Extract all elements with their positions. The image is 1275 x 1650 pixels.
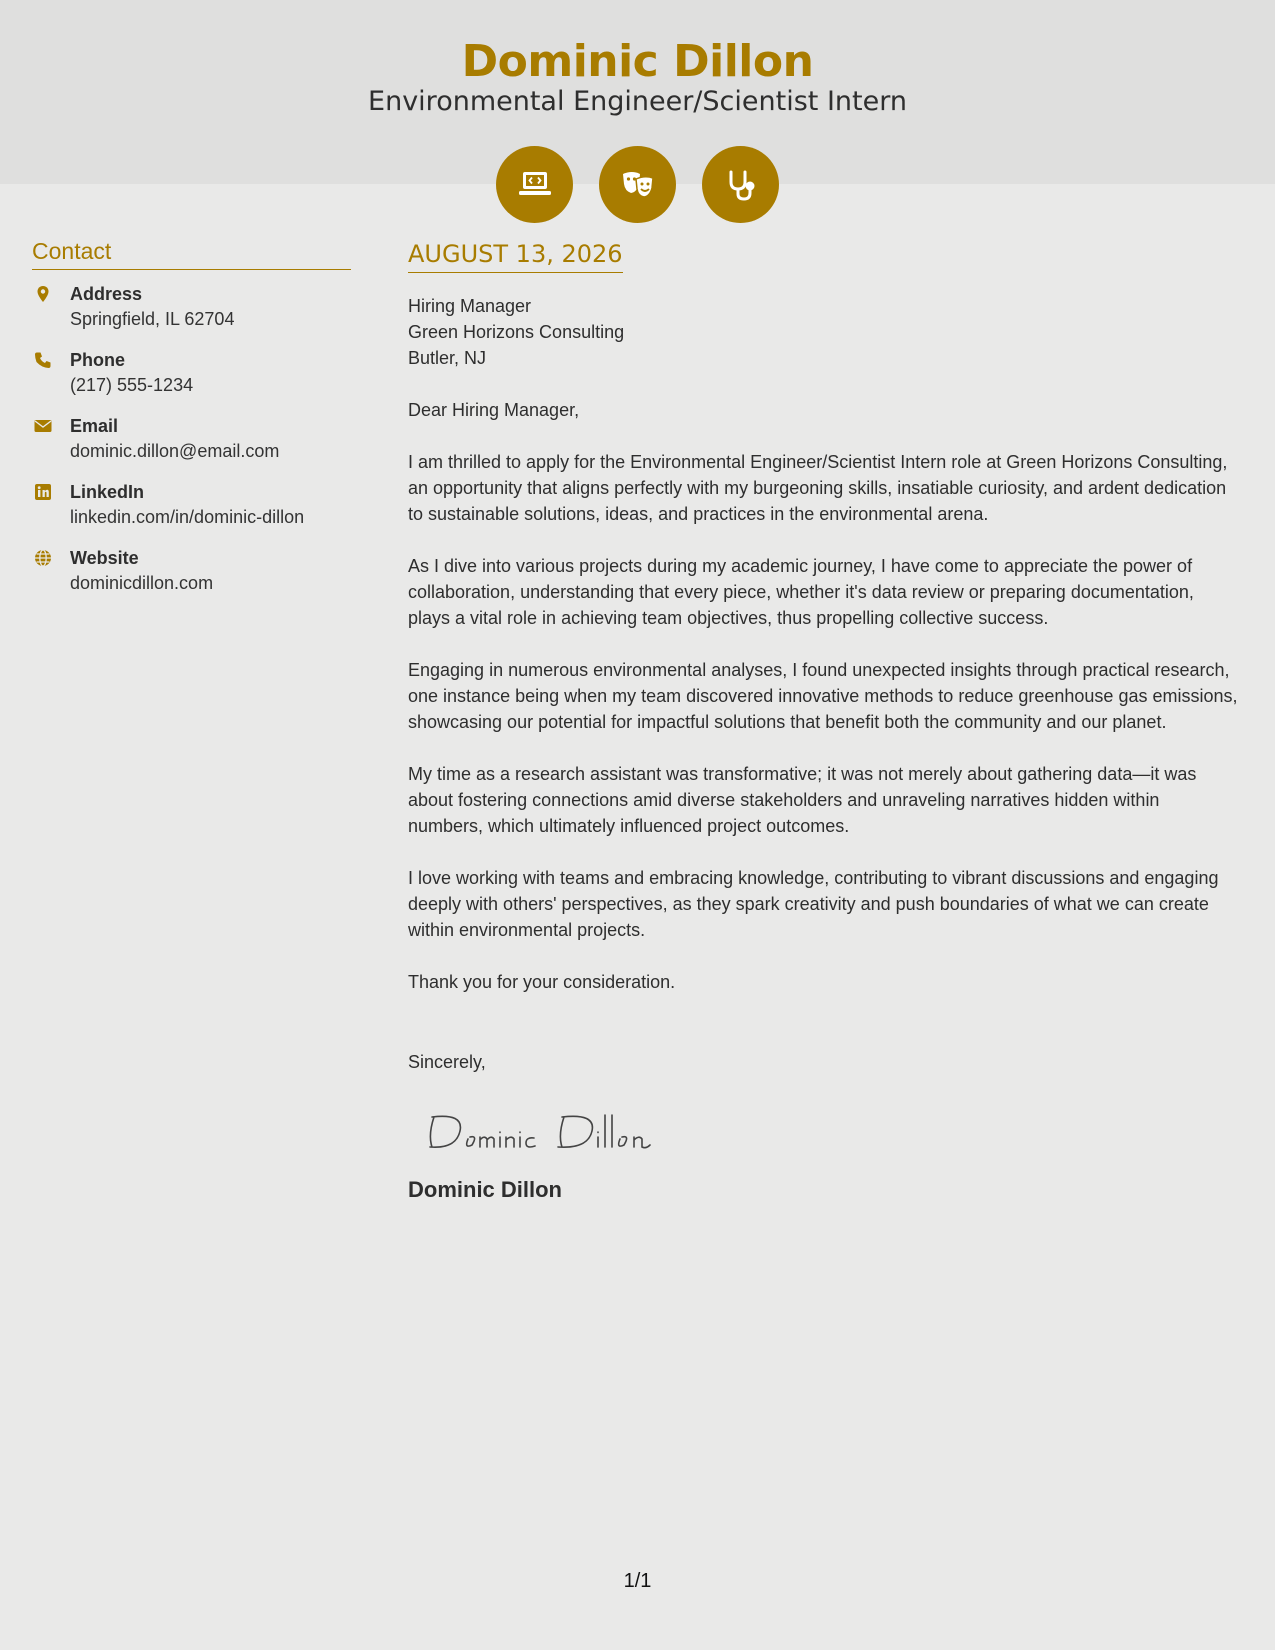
contact-label: Address: [70, 284, 143, 304]
contact-value: linkedin.com/in/dominic-dillon: [70, 507, 305, 527]
contact-value: (217) 555-1234: [70, 375, 194, 395]
contact-list: [32, 282, 351, 596]
contact-label: LinkedIn: [70, 482, 145, 502]
contact-phone: [32, 348, 351, 398]
phone-icon: [32, 348, 70, 398]
page-number: 1/1: [623, 1570, 652, 1592]
letter-paragraph: My time as a research assistant was transformative; it was not merely about gathering data—it was about fostering connections amid diverse stakeholders and unraveling narratives hidden within numbers, which ultimately influenced project outcomes.: [408, 764, 1197, 836]
applicant-name: Dominic Dillon: [461, 36, 814, 87]
closing: Sincerely,: [408, 1052, 486, 1072]
recipient-line: Butler, NJ: [408, 348, 487, 368]
letter-paragraph: As I dive into various projects during my academic journey, I have come to appreciate the power of collaboration, understanding that every piece, whether it's data review or preparing documentation, plays a vital role in achieving team objectives, thus propelling collective success.: [408, 556, 1194, 628]
handwritten-signature: [424, 1105, 1238, 1155]
signer-name: Dominic Dillon: [408, 1177, 562, 1202]
letter-paragraph: Engaging in numerous environmental analyses, I found unexpected insights through practical research, one instance being when my team discovered innovative methods to reduce greenhouse gas emissions, showcasing our potential for impactful solutions that benefit both the community and our planet.: [408, 660, 1238, 732]
contact-value: dominic.dillon@email.com: [70, 441, 280, 461]
letter-date: AUGUST 13, 2026: [408, 240, 623, 273]
letter-paragraph: I am thrilled to apply for the Environmental Engineer/Scientist Intern role at Green Horizons Consulting, an opportunity that aligns perfectly with my burgeoning skills, insatiable curiosity, and ardent dedication to sustainable solutions, ideas, and practices in the environmental arena.: [408, 452, 1228, 524]
contact-linkedin: [32, 480, 351, 530]
recipient-line: Hiring Manager: [408, 296, 532, 316]
contact-sidebar: [32, 238, 351, 612]
letter-body: [408, 240, 1238, 1203]
letter-paragraph: I love working with teams and embracing knowledge, contributing to vibrant discussions and engaging deeply with others' perspectives, as they spark creativity and push boundaries of what we can create within environmental projects.: [408, 868, 1219, 940]
salutation: Dear Hiring Manager,: [408, 400, 580, 420]
recipient-block: [408, 293, 1238, 371]
envelope-icon: [32, 414, 70, 464]
location-pin-icon: [32, 282, 70, 332]
contact-value: Springfield, IL 62704: [70, 309, 235, 329]
contact-address: [32, 282, 351, 332]
theater-masks-icon: [599, 146, 676, 223]
interest-badges: [496, 146, 779, 223]
contact-value: dominicdillon.com: [70, 573, 214, 593]
contact-email: [32, 414, 351, 464]
recipient-line: Green Horizons Consulting: [408, 322, 625, 342]
globe-icon: [32, 546, 70, 596]
contact-label: Phone: [70, 350, 126, 370]
contact-heading: Contact: [32, 238, 351, 270]
letter-paragraph: Thank you for your consideration.: [408, 972, 676, 992]
contact-label: Website: [70, 548, 139, 568]
stethoscope-icon: [702, 146, 779, 223]
laptop-code-icon: [496, 146, 573, 223]
contact-label: Email: [70, 416, 119, 436]
contact-website: [32, 546, 351, 596]
linkedin-icon: [32, 480, 70, 530]
applicant-title: Environmental Engineer/Scientist Intern: [368, 86, 907, 117]
